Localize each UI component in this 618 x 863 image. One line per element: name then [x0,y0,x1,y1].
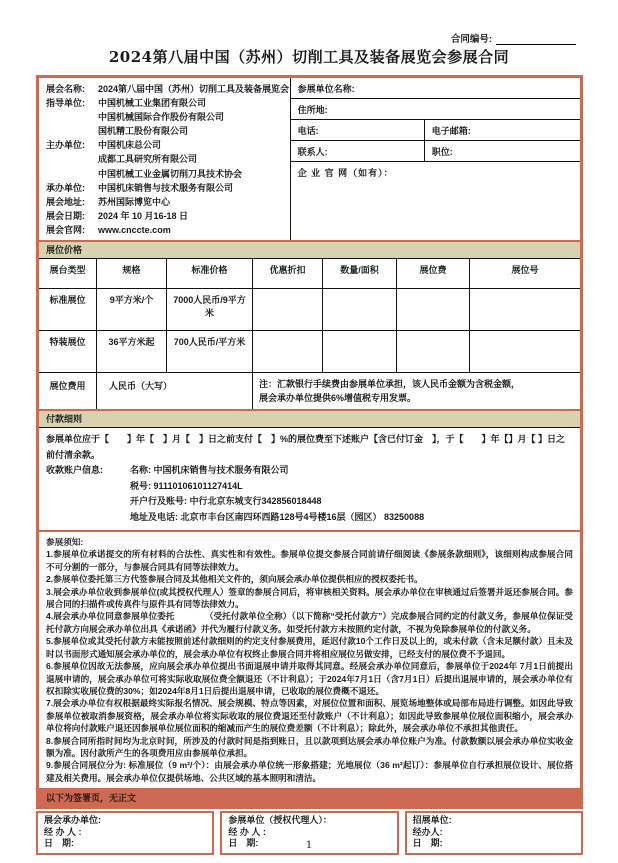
booth-fee-note [253,373,580,409]
info-value: 中国机床销售与技术服务有限公司 [98,182,234,193]
info-label: 展会名称: [46,84,85,94]
booth-fee-row [39,373,580,409]
price-cell-discount[interactable] [253,289,323,331]
info-label: 主办单位: [46,140,85,151]
sig-date[interactable]: 日 期: [44,838,74,849]
notice-item-9: 9.参展合同展位分为: 标准展位（9 m²/个）：由展会承办单位统一形象搭建；光地展位（36 m²起订）：参展单位自行承担展位设计、展位搭建及相关费用。展会承办单位仅提供场地、公共区域的基本照明和清洁。 [46,760,573,783]
account-bank: 开户行及账号: 中行北京东城支行342856018448 [130,496,322,507]
info-row-cont [46,152,284,166]
price-cell-price: 7000人民币/9平方米 [167,289,253,331]
price-cell-spec: 36平方米起 [97,331,167,373]
payment-intro: 参展单位应于【 】年【 】月【 】日之前支付【 】%的展位费至下述账户【含已付订金 】，于【 】年【】月【 】日之前付清余款。 [46,434,566,460]
price-col-header: 数量/面积 [323,259,397,289]
info-value: 国机精工股份有限公司 [98,126,189,137]
price-cell-fee[interactable] [397,331,470,373]
info-row-organizer [46,181,284,195]
account-name-line [46,463,573,479]
exhibitor-email-field[interactable]: 电子邮箱: [424,120,580,140]
info-row-host-unit [46,138,284,152]
info-row-guiding-unit [46,96,284,110]
price-cell-discount[interactable] [253,331,323,373]
info-value: 中国机床总公司 [98,140,162,151]
info-value: 中国机械国际合作股份有限公司 [98,112,225,123]
info-row-venue [46,195,284,209]
account-tax-no: 税号: 91110106101127414L [130,480,243,491]
info-label [46,167,98,181]
booth-fee-label: 展位费用 [39,373,97,409]
exhibitor-info-column [291,78,580,240]
exhibitor-contact-position-row [291,141,580,162]
price-col-header: 展位费 [397,259,470,289]
notice-item-2: 2.参展单位委托第三方代签参展合同及其他相关文件的，须向展会承办单位提供相应的授权委托书。 [46,574,423,585]
info-label [46,124,98,138]
sig-date[interactable]: 日 期: [412,838,443,849]
notice-item-8: 8.参展合同所指时间均为北京时间，所涉及的付款时间是指到账日，且以款项到达展会承办单位账户为准。付款数额以展会承办单位实收金额为准。因付款所产生的各项费用应由参展单位承担。 [46,735,573,758]
notice-item-5: 5.参展单位或其受托付款方未能按照前述付款细则的约定支付参展费用，延迟付款10个工作日及以上的，或未付款（含未足额付款）且未及时以书面形式通知展会承办单位的，展会承办单位有权终止参展合同并将相应展位另做安排，已经支付的展位费不予退回。 [46,636,573,659]
price-section-header: 展位价格 [39,240,580,259]
exhibitor-position-field[interactable]: 职位: [424,141,580,161]
price-cell-quantity[interactable] [323,289,397,331]
info-value: 苏州国际博览中心 [98,196,171,207]
price-col-header: 展位号 [470,259,580,289]
price-cell-quantity[interactable] [323,331,397,373]
info-row-cont [46,167,284,181]
notice-item-7: 7.展会承办单位有权根据最终实际报名情况、展会规模、特点等因素，对展位位置和面积、展览场地整体或局部布局进行调整。如因此导致参展单位被取消参展资格，展会承办单位将实际收取的展位费退还至付款账户（不计利息）；如因此导致参展单位展位面积缩小，展会承办单位将向付款账户退还因参展单位展位面积的缩减而产生的展位费差额（不计利息）；除此外，展会承办单位不承担其他责任。 [46,698,573,734]
exhibitor-phone-email-row [291,120,580,141]
info-label [46,110,98,124]
info-label: 展会日期: [46,210,85,221]
sig-handler[interactable]: 经 办 人 : [44,826,82,837]
booth-fee-note-line1: 注：汇款银行手续费由参展单位承担，该人民币金额为含税金额， [259,379,521,390]
exhibitor-address-field[interactable]: 住所地: [291,99,580,120]
info-row-cont [46,110,284,124]
contract-number-blank [496,34,576,45]
exhibition-info-column [39,78,291,240]
notice-item-4: 4.展会承办单位同意参展单位委托 （受托付款单位全称）（以下简称“受托付款方”）完成参展合同约定的付款义务，参展单位保证受托付款方向展会承办单位出具《承诺函》并代为履行付款义务。如受托付款方未按照约定付款，不视为免除参展单位的付款义务。 [46,611,573,634]
sig-title: 展会承办单位: [44,815,101,826]
page-title: 2024第八届中国（苏州）切削工具及装备展览会参展合同 [108,48,510,66]
notices-header: 参展须知: [46,537,84,548]
payment-details [39,428,580,532]
price-col-header: 标准价格 [167,259,253,289]
info-label: 展会官网: [46,224,85,235]
info-label [46,152,98,166]
main-table [36,75,583,809]
info-row-exhibition-name [46,82,290,96]
sig-title: 参展单位（授权代理人）： [228,815,332,826]
price-cell-fee[interactable] [397,289,470,331]
sig-handler[interactable]: 经 办 人 : [228,826,266,837]
price-col-header: 优惠折扣 [253,259,323,289]
info-value: 中国机械工业金属切削刀具技术协会 [98,168,243,179]
sig-date[interactable]: 日 期: [228,838,259,849]
sig-title: 招展单位: [412,815,452,826]
info-label: 承办单位: [46,182,85,193]
account-info-label: 收款账户信息: [46,465,103,476]
notice-item-6: 6.参展单位因故无法参展，应向展会承办单位提出书面退展申请并取得其同意。经展会承办单位同意后，参展单位于2024年 7月1日前提出退展申请的，展会承办单位可将实际收取展位费全额退还（不计利息）；于2024年7月1日（含7月1日）后提出退展申请的，展会承办单位有权扣除实收展位费的30%；如2024年8月1日后提出退展申请，已收取的展位费概不退还。 [46,661,573,696]
price-col-header: 规格 [97,259,167,289]
info-row-date [46,209,284,223]
booth-fee-currency[interactable]: 人民币（大写） [97,373,253,409]
info-section [39,78,580,240]
price-cell-type: 标准展位 [39,289,97,331]
info-row-cont [46,124,284,138]
info-value: 成都工具研究所有限公司 [98,154,198,165]
account-address: 地址及电话: 北京市丰台区南四环西路128号4号楼16层（园区） 83250088 [130,511,425,522]
price-cell-booth-no[interactable] [470,289,580,331]
notice-item-3: 3.展会承办单位收到参展单位(或其授权代理人）签章的参展合同后，将审核相关资料。展会承办单位在审核通过后签署并返还参展合同。参展合同的扫描件或传真件与原件具有同等法律效力。 [46,586,573,610]
info-label: 指导单位: [46,98,85,109]
exhibitor-notices [39,532,580,788]
info-value: 2024第八届中国（苏州）切削工具及装备展览会 [98,84,290,94]
info-row-website [46,223,284,237]
price-table [39,259,580,373]
info-value: 中国机械工业集团有限公司 [98,98,207,109]
signature-page-bar: 以下为签署页，无正文 [39,788,580,806]
price-cell-booth-no[interactable] [470,331,580,373]
info-value: www.cnccte.com [98,224,171,235]
exhibitor-website-field[interactable]: 企 业 官 网（如有）： [297,168,394,178]
contract-body [36,75,583,855]
price-cell-price: 700人民币/平方米 [167,331,253,373]
exhibitor-name-field[interactable]: 参展单位名称: [291,78,580,99]
contract-number-line [451,31,576,45]
booth-fee-note-line2: 展会承办单位提供6%增值税专用发票。 [259,393,417,404]
notice-item-1: 1.参展单位承诺提交的所有材料的合法性、真实性和有效性。参展单位提交参展合同前请仔细阅读《参展条款细则》，该细则构成参展合同不可分割的一部分，与参展合同具有同等法律效力。 [46,549,573,572]
info-label: 展会地址: [46,196,85,207]
exhibitor-contact-field[interactable]: 联系人: [297,147,328,157]
page-number: 1 [305,840,313,851]
price-col-header: 展台类型 [39,259,97,289]
price-cell-type: 特装展位 [39,331,97,373]
price-cell-spec: 9平方米/个 [97,289,167,331]
info-value: 2024 年 10 月16-18 日 [98,210,189,221]
exhibitor-phone-field[interactable]: 电话: [297,126,319,136]
payment-section-header: 付款细则 [39,409,580,428]
account-name: 名称: 中国机床销售与技术服务有限公司 [130,465,289,476]
sig-handler[interactable]: 经办人: [412,826,443,837]
contract-number-label: 合同编号: [450,34,492,45]
